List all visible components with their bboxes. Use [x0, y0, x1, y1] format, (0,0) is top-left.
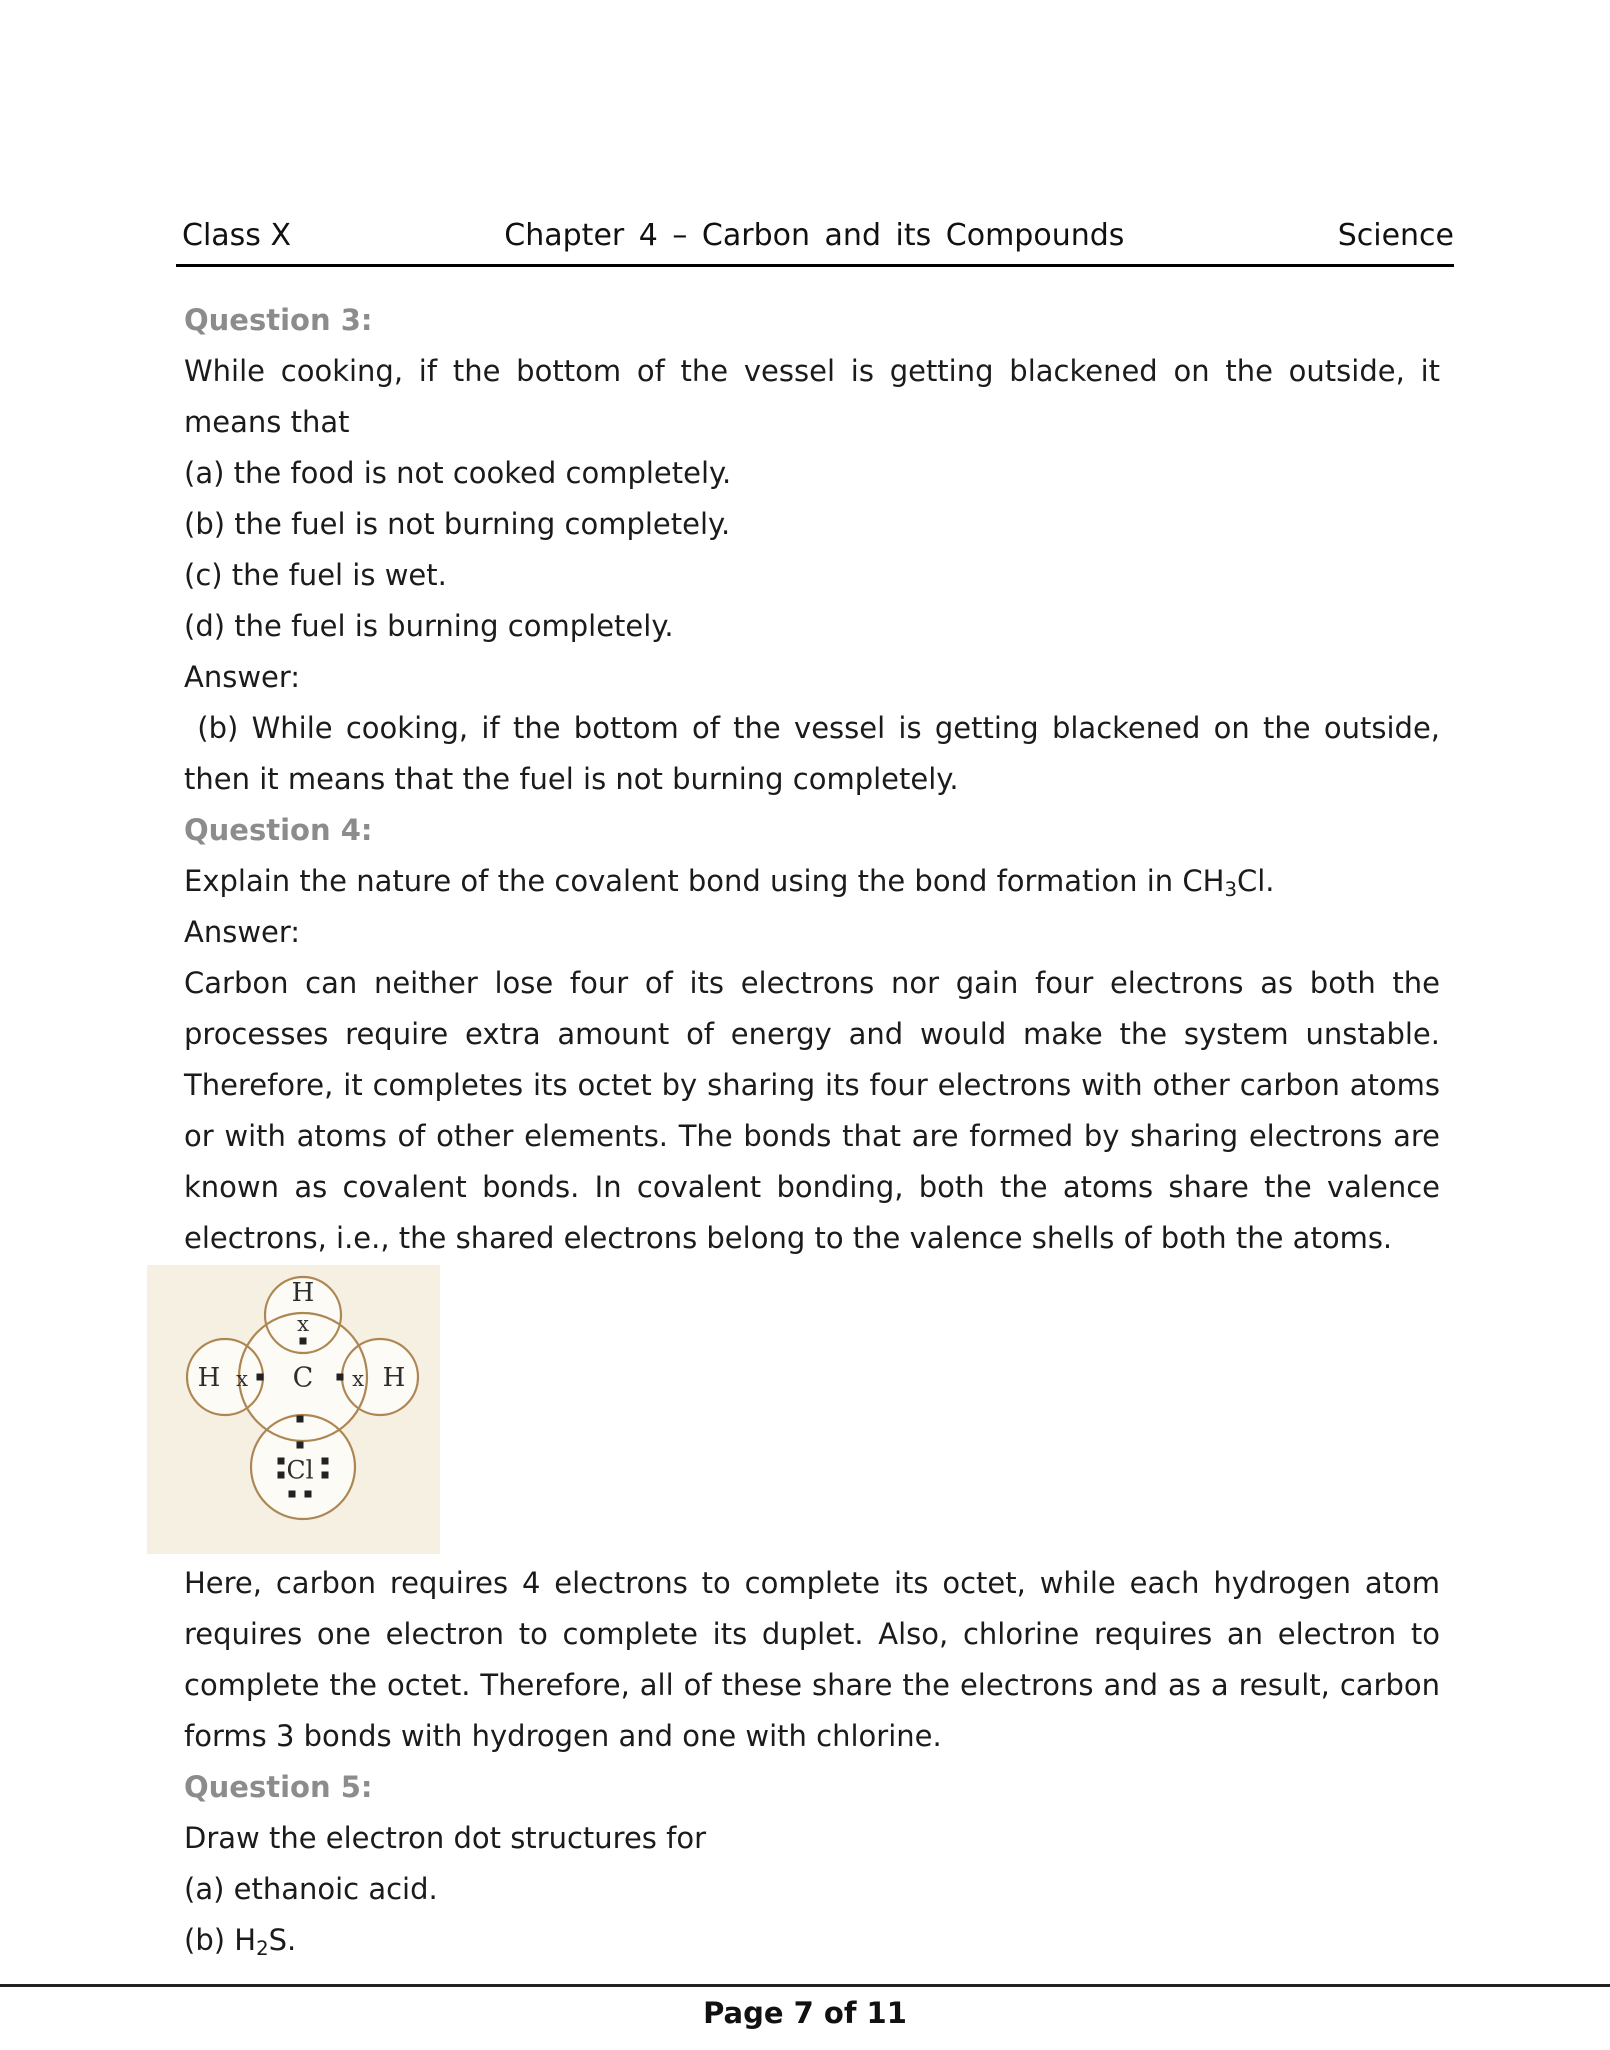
- question-4-answer-paragraph-2: Here, carbon requires 4 electrons to complete its octet, while each hydrogen atom requires one electron to complete its duplet. Also, chlorine requires an electron to complete the octet. Therefore, all of these share the electrons and as a result, carbon forms 3 bonds with hydrogen and one with chlorine.: [184, 1566, 1440, 1753]
- question-5-option-b-subscript: 2: [256, 1936, 269, 1960]
- electron-dot-top: [300, 1338, 307, 1345]
- question-3-option-c: (c) the fuel is wet.: [184, 558, 447, 592]
- hydrogen-right-label: H: [382, 1363, 406, 1393]
- question-3-option-b: (b) the fuel is not burning completely.: [184, 507, 731, 541]
- electron-dot-diagram: [147, 1265, 440, 1554]
- question-4-text-prefix: Explain the nature of the covalent bond using the bond formation in CH: [184, 864, 1225, 898]
- question-5-option-b-suffix: S.: [268, 1923, 297, 1957]
- question-5-heading: Question 5:: [184, 1770, 373, 1804]
- electron-dot-bond-cl-2: [297, 1442, 304, 1449]
- question-3-option-d: (d) the fuel is burning completely.: [184, 609, 674, 643]
- page-number: Page 7 of 11: [703, 1996, 907, 2030]
- electron-x-symbol-top: x: [297, 1312, 309, 1336]
- header-class: Class X: [182, 218, 292, 253]
- electron-x-symbol-left: x: [236, 1367, 248, 1391]
- question-3-answer: (b) While cooking, if the bottom of the vessel is getting blackened on the outside, then it means that the fuel is not burning completely.: [184, 711, 1450, 796]
- question-4-subscript: 3: [1224, 877, 1237, 901]
- electron-dot-right: [337, 1374, 344, 1381]
- header-chapter-title: Chapter 4 – Carbon and its Compounds: [504, 218, 1125, 253]
- question-3-heading: Question 3:: [184, 303, 373, 337]
- question-4-heading: Question 4:: [184, 813, 373, 847]
- hydrogen-left-label: H: [197, 1363, 221, 1393]
- ch3cl-electron-dot-figure: [147, 1265, 440, 1554]
- question-4-answer-label: Answer:: [184, 915, 301, 949]
- question-3-option-a: (a) the food is not cooked completely.: [184, 456, 732, 490]
- hydrogen-top-label: H: [291, 1278, 315, 1308]
- question-3-text: While cooking, if the bottom of the vessel is getting blackened on the outside, it means that: [184, 354, 1440, 439]
- page-content: [184, 295, 1450, 1966]
- question-5-text: Draw the electron dot structures for: [184, 1821, 706, 1855]
- question-4-answer-paragraph-1: Carbon can neither lose four of its electrons nor gain four electrons as both the processes require extra amount of energy and would make the system unstable. Therefore, it completes its octet by sharing its four electrons with other carbon atoms or with atoms of other elements. The bonds that are formed by sharing electrons are known as covalent bonds. In covalent bonding, both the atoms share the valence electrons, i.e., the shared electrons belong to the valence shells of both the atoms.: [184, 966, 1440, 1255]
- carbon-label: C: [292, 1362, 314, 1394]
- electron-dot-left: [257, 1374, 264, 1381]
- page-header: [176, 0, 1454, 267]
- question-5-option-a: (a) ethanoic acid.: [184, 1872, 438, 1906]
- question-4-text-suffix: Cl.: [1237, 864, 1275, 898]
- electron-x-symbol-right: x: [352, 1367, 364, 1391]
- question-3-answer-label: Answer:: [184, 660, 301, 694]
- page-footer: [0, 1984, 1610, 2030]
- header-subject: Science: [1337, 218, 1454, 253]
- electron-dot-bond-cl-1: [297, 1416, 304, 1423]
- question-5-option-b-prefix: (b) H: [184, 1923, 257, 1957]
- question-5-option-b: [184, 1915, 1440, 1966]
- chlorine-label: Cl: [286, 1455, 314, 1485]
- question-4-text: [184, 856, 1440, 907]
